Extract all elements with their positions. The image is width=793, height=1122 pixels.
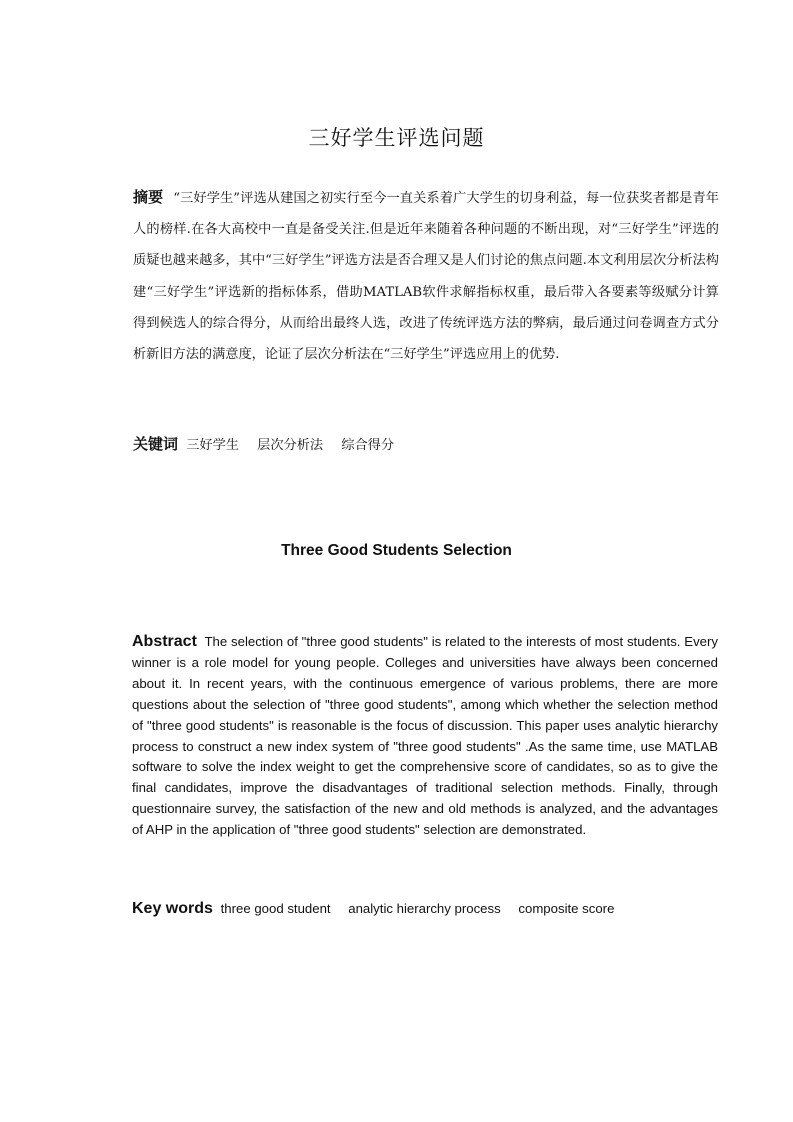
chinese-abstract [133, 182, 719, 370]
english-abstract [132, 632, 718, 841]
chinese-keyword: 三好学生 [186, 438, 239, 453]
english-keywords-label: Key words [132, 900, 213, 917]
english-keyword: analytic hierarchy process [348, 901, 501, 916]
chinese-keywords [133, 432, 719, 458]
chinese-keyword: 综合得分 [341, 438, 395, 453]
english-keyword: composite score [518, 901, 615, 916]
english-abstract-label: Abstract [132, 633, 197, 650]
chinese-abstract-label: 摘要 [133, 188, 164, 206]
english-title: Three Good Students Selection [281, 542, 512, 559]
chinese-keyword: 层次分析法 [257, 438, 324, 453]
english-abstract-text: The selection of "three good students" is related to the interests of most students. Every winner is a role model for young people. Colleges and universities have always been concerned about it. In recent years, with the continuous emergence of various problems, there are more questions about the selection of "three good students", among which whether the selection method of "three good students" is reasonable is the focus of discussion. This paper uses analytic hierarchy process to construct a new index system of "three good students" .As the same time, use MATLAB software to solve the index weight to get the comprehensive score of candidates, so as to give the final candidates, improve the disadvantages of traditional selection methods. Finally, through questionnaire survey, the satisfaction of the new and old methods is analyzed, and the advantages of AHP in the application of "three good students" selection are demonstrated. [132, 634, 718, 838]
chinese-title: 三好学生评选问题 [308, 126, 485, 150]
english-keywords [132, 897, 718, 921]
chinese-keywords-label: 关键词 [133, 435, 179, 453]
english-keyword: three good student [220, 901, 331, 916]
chinese-abstract-text: “三好学生”评选从建国之初实行至今一直关系着广大学生的切身利益，每一位获奖者都是青年人的榜样.在各大高校中一直是备受关注.但是近年来随着各种问题的不断出现，对“三好学生”评选的质疑也越来越多，其中“三好学生”评选方法是否合理又是人们讨论的焦点问题.本文利用层次分析法构建“三好学生”评选新的指标体系，借助MATLAB软件求解指标权重，最后带入各要素等级赋分计算得到候选人的综合得分，从而给出最终人选，改进了传统评选方法的弊病，最后通过问卷调查方式分析新旧方法的满意度，论证了层次分析法在“三好学生”评选应用上的优势. [133, 191, 719, 363]
